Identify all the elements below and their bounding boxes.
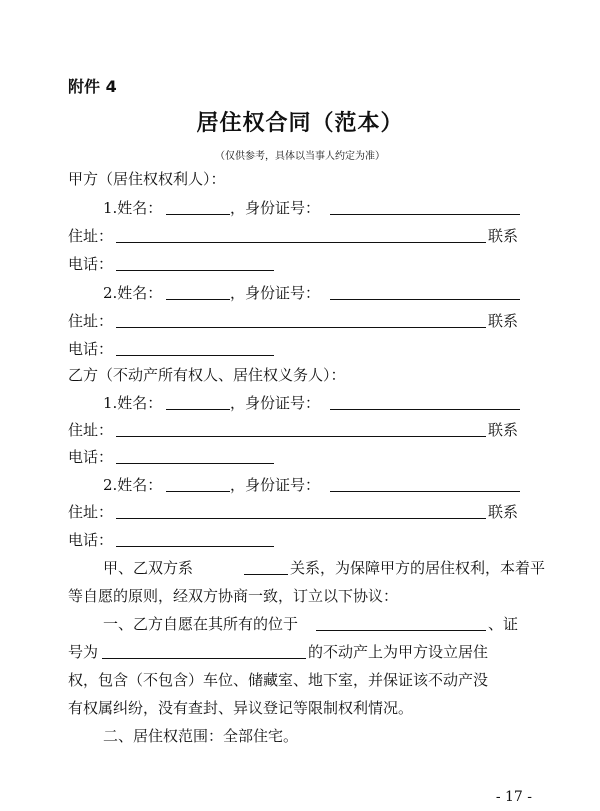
party-b1-name-blank[interactable] [166, 409, 230, 410]
party-b1-id-blank[interactable] [330, 409, 520, 410]
party-b1-address-blank[interactable] [116, 436, 486, 437]
party-b2-contact-label: 联系 [488, 503, 519, 521]
party-a1-address-blank[interactable] [116, 242, 486, 243]
party-a1-phone-label: 电话： [68, 255, 114, 273]
party-b2-name-label: 2.姓名： [103, 476, 163, 494]
party-b1-contact-label: 联系 [488, 421, 519, 439]
party-b2-id-blank[interactable] [330, 491, 520, 492]
party-a2-id-blank[interactable] [330, 299, 520, 300]
party-a2-phone-label: 电话： [68, 340, 114, 358]
article-1-part3: 号为 [68, 643, 99, 661]
property-cert-number-blank[interactable] [102, 658, 306, 659]
party-a2-id-label: ，身份证号： [230, 284, 321, 302]
article-2: 二、居住权范围：全部住宅。 [103, 727, 299, 745]
party-b2-phone-blank[interactable] [116, 546, 274, 547]
party-a2-contact-label: 联系 [488, 312, 519, 330]
party-a1-name-blank[interactable] [166, 214, 230, 215]
party-a1-contact-label: 联系 [488, 227, 519, 245]
page-number: - 17 - [495, 789, 532, 805]
party-a1-address-label: 住址： [68, 227, 114, 245]
party-b1-phone-blank[interactable] [116, 463, 274, 464]
party-b1-address-label: 住址： [68, 421, 114, 439]
party-a1-id-blank[interactable] [330, 214, 520, 215]
party-b2-id-label: ，身份证号： [230, 476, 321, 494]
party-a1-phone-blank[interactable] [116, 270, 274, 271]
party-b1-phone-label: 电话： [68, 448, 114, 466]
party-b2-phone-label: 电话： [68, 531, 114, 549]
party-a-header: 甲方（居住权权利人）： [68, 170, 226, 188]
party-b2-address-label: 住址： [68, 503, 114, 521]
party-a1-name-label: 1.姓名： [103, 199, 163, 217]
party-b-header: 乙方（不动产所有权人、居住权义务人）： [68, 366, 346, 384]
article-1-part4: 的不动产上为甲方设立居住 [308, 643, 489, 661]
party-a2-phone-blank[interactable] [116, 355, 274, 356]
article-1-part5: 权，包含（不包含）车位、储藏室、地下室，并保证该不动产没 [68, 671, 489, 689]
attachment-label: 附件 4 [68, 77, 117, 96]
party-a2-name-label: 2.姓名： [103, 284, 163, 302]
relationship-blank[interactable] [244, 574, 288, 575]
party-b2-name-blank[interactable] [166, 491, 230, 492]
document-title: 居住权合同（范本） [196, 110, 404, 136]
intro-text-part2: 关系，为保障甲方的居住权利，本着平 [290, 559, 546, 577]
party-a2-name-blank[interactable] [166, 299, 230, 300]
article-1-part6: 有权属纠纷，没有查封、异议登记等限制权利情况。 [68, 699, 414, 717]
intro-text-part3: 等自愿的原则，经双方协商一致，订立以下协议： [68, 587, 399, 605]
party-a2-address-label: 住址： [68, 312, 114, 330]
party-b2-address-blank[interactable] [116, 518, 486, 519]
party-a2-address-blank[interactable] [116, 327, 486, 328]
party-b1-id-label: ，身份证号： [230, 394, 321, 412]
property-location-blank[interactable] [316, 630, 486, 631]
document-subtitle: （仅供参考，具体以当事人约定为准） [215, 151, 385, 162]
article-1-part1: 一、乙方自愿在其所有的位于 [103, 615, 299, 633]
party-a1-id-label: ，身份证号： [230, 199, 321, 217]
article-1-part2: 、证 [488, 615, 519, 633]
intro-text-part1: 甲、乙双方系 [103, 559, 194, 577]
party-b1-name-label: 1.姓名： [103, 394, 163, 412]
